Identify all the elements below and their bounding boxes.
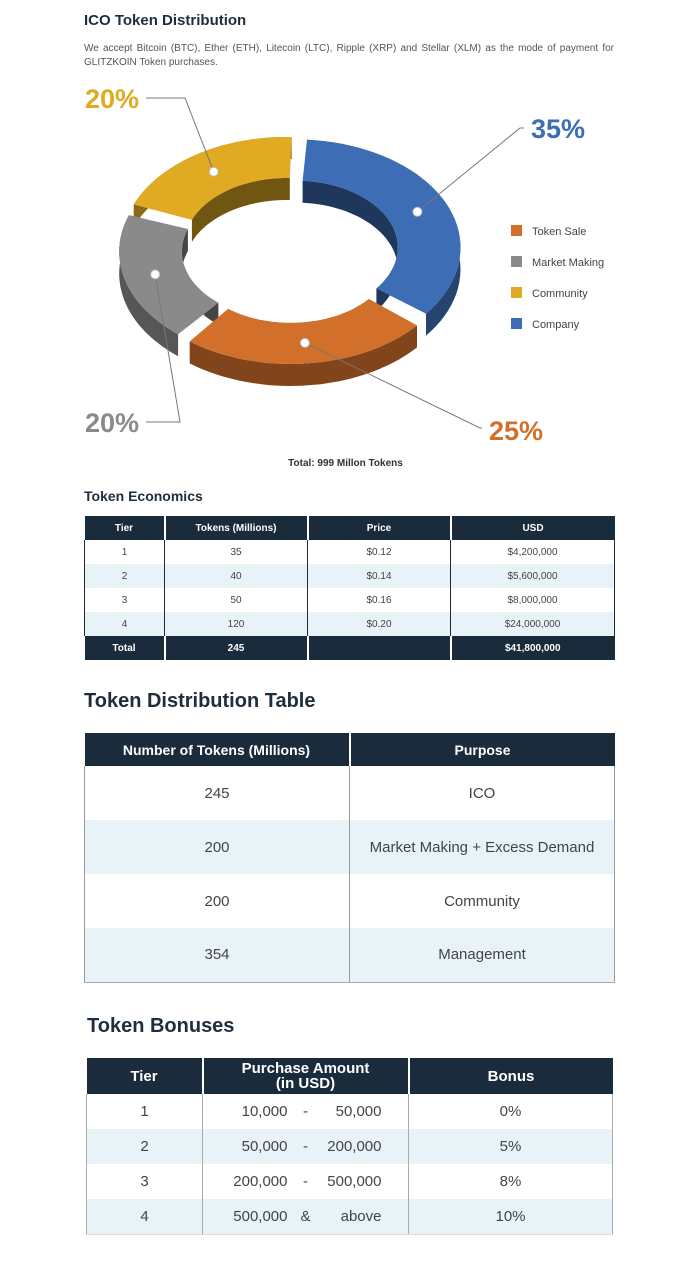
table-row: [85, 612, 615, 636]
cell: $0.12: [308, 540, 451, 564]
percent-label-community: 20%: [84, 84, 140, 114]
economics-header-tokens: Tokens (Millions): [165, 516, 308, 540]
bonus-header-tier: Tier: [87, 1058, 203, 1094]
amount-cell: [203, 1129, 409, 1164]
table-row: [85, 874, 615, 928]
cell: 35: [165, 540, 308, 564]
callout-dot-community: [209, 167, 218, 176]
dist-header-tokens: Number of Tokens (Millions): [85, 733, 350, 766]
amount-from: 50,000: [241, 1138, 288, 1155]
distribution-table: [84, 733, 615, 983]
cell: $8,000,000: [451, 588, 615, 612]
legend-swatch-company: [511, 318, 522, 329]
cell: 200: [85, 820, 350, 874]
economics-header-tier: Tier: [85, 516, 165, 540]
percent-label-company: 35%: [530, 114, 586, 144]
legend-swatch-token-sale: [511, 225, 522, 236]
bonus-header-row: [87, 1058, 613, 1094]
legend-label-token-sale: Token Sale: [532, 226, 587, 238]
chart-legend: [511, 225, 604, 331]
cell: 354: [85, 928, 350, 982]
amount-from: 10,000: [241, 1103, 288, 1120]
distribution-title: ICO Token Distribution: [84, 12, 247, 29]
amount-to: above: [340, 1207, 382, 1225]
legend-swatch-community: [511, 287, 522, 298]
cell: Management: [350, 928, 615, 982]
cell: 4: [87, 1199, 203, 1234]
total-usd-cell: $41,800,000: [451, 636, 615, 660]
cell: 3: [87, 1164, 203, 1199]
cell: $0.16: [308, 588, 451, 612]
amount-cell: [203, 1094, 409, 1129]
bonuses-title: Token Bonuses: [87, 1015, 235, 1037]
table-row: [85, 766, 615, 820]
legend-label-company: Company: [532, 319, 580, 331]
cell: 2: [85, 564, 165, 588]
cell: Market Making + Excess Demand: [350, 820, 615, 874]
cell: $0.20: [308, 612, 451, 636]
table-row: [87, 1164, 613, 1199]
percent-label-market-making: 20%: [84, 408, 140, 438]
legend-label-market-making: Market Making: [532, 257, 605, 269]
callout-dot-token-sale: [300, 338, 309, 347]
cell: 8%: [409, 1164, 613, 1199]
bonus-header-amount-line1: Purchase Amount: [241, 1060, 370, 1077]
token-distribution-chart: [0, 70, 691, 470]
legend-swatch-market-making: [511, 256, 522, 267]
economics-title: Token Economics: [84, 488, 203, 504]
cell: 1: [85, 540, 165, 564]
distribution-intro: We accept Bitcoin (BTC), Ether (ETH), Litecoin (LTC), Ripple (XRP) and Stellar (XLM) as the mode of payment for GLITZKOIN Token purchases.: [84, 43, 614, 68]
amount-to: 50,000: [335, 1103, 382, 1120]
amount-sep: -: [303, 1138, 308, 1155]
amount-cell: [203, 1199, 409, 1234]
cell: 3: [85, 588, 165, 612]
total-price-cell: [308, 636, 451, 660]
economics-header-price: Price: [308, 516, 451, 540]
table-row: [85, 588, 615, 612]
amount-to: 200,000: [327, 1138, 382, 1155]
callout-line-company: [417, 128, 524, 212]
economics-total-row: [85, 636, 615, 660]
cell: $24,000,000: [451, 612, 615, 636]
cell: 5%: [409, 1129, 613, 1164]
cell: 1: [87, 1094, 203, 1129]
dist-table-title: Token Distribution Table: [84, 690, 316, 712]
cell: $0.14: [308, 564, 451, 588]
dist-header-row: [85, 733, 615, 766]
percent-label-token-sale: 25%: [488, 416, 544, 446]
amount-sep: -: [303, 1103, 308, 1120]
cell: 120: [165, 612, 308, 636]
cell: 245: [85, 766, 350, 820]
bonus-header-amount-line2: (in USD): [275, 1075, 336, 1092]
total-tokens-cell: 245: [165, 636, 308, 660]
table-row: [85, 820, 615, 874]
cell: $5,600,000: [451, 564, 615, 588]
cell: 50: [165, 588, 308, 612]
economics-table: [84, 516, 615, 660]
table-row: [87, 1199, 613, 1234]
economics-header-row: [85, 516, 615, 540]
amount-sep: -: [303, 1173, 308, 1190]
cell: $4,200,000: [451, 540, 615, 564]
callout-dot-company: [413, 207, 422, 216]
cell: 4: [85, 612, 165, 636]
cell: Community: [350, 874, 615, 928]
amount-to: 500,000: [327, 1173, 382, 1190]
dist-header-purpose: Purpose: [350, 733, 615, 766]
donut-group: [119, 137, 460, 386]
total-tokens: Total: 999 Millon Tokens: [288, 458, 403, 469]
cell: 200: [85, 874, 350, 928]
cell: 2: [87, 1129, 203, 1164]
table-row: [87, 1094, 613, 1129]
cell: ICO: [350, 766, 615, 820]
amount-sep: &: [300, 1207, 311, 1225]
legend-label-community: Community: [532, 288, 588, 300]
table-row: [85, 564, 615, 588]
bonus-header-amount: [203, 1058, 409, 1094]
total-label: Total: [85, 636, 165, 660]
table-row: [85, 540, 615, 564]
cell: 0%: [409, 1094, 613, 1129]
cell: 10%: [409, 1199, 613, 1234]
amount-from: 200,000: [233, 1173, 288, 1190]
bonus-header-bonus: Bonus: [409, 1058, 613, 1094]
amount-from: 500,000: [233, 1207, 288, 1225]
table-row: [85, 928, 615, 982]
callout-dot-market-making: [151, 270, 160, 279]
cell: 40: [165, 564, 308, 588]
table-row: [87, 1129, 613, 1164]
amount-cell: [203, 1164, 409, 1199]
bonuses-table: [86, 1058, 613, 1235]
economics-header-usd: USD: [451, 516, 615, 540]
